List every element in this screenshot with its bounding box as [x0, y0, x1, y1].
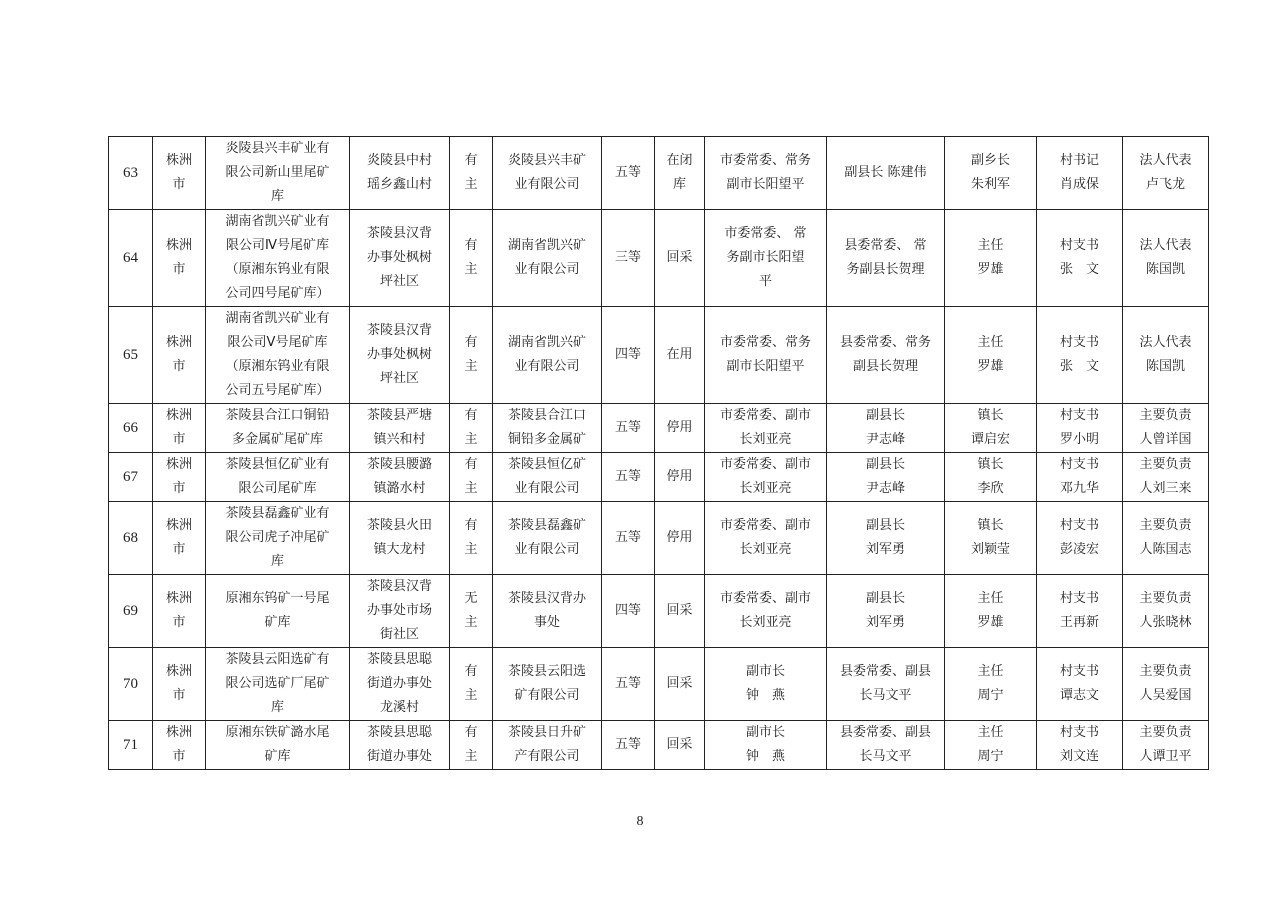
village-leader-cell: 村书记 肖成保: [1037, 137, 1123, 210]
location-cell: 炎陵县中村 瑶乡鑫山村: [350, 137, 450, 210]
county-leader-cell: 县委常委、常务 副县长贺理: [827, 307, 945, 404]
ownership-cell: 有 主: [450, 721, 493, 770]
location-cell: 茶陵县汉背 办事处市场 街社区: [350, 575, 450, 648]
ownership-cell: 有 主: [450, 307, 493, 404]
row-number-cell: 66: [109, 404, 153, 453]
enterprise-leader-cell: 主要负责 人谭卫平: [1123, 721, 1209, 770]
city-leader-cell: 市委常委、副市 长刘亚亮: [705, 404, 827, 453]
village-leader-cell: 村支书 罗小明: [1037, 404, 1123, 453]
county-leader-cell: 副县长 尹志峰: [827, 404, 945, 453]
county-leader-cell: 副县长 尹志峰: [827, 453, 945, 502]
township-leader-cell: 主任 周宁: [945, 721, 1037, 770]
township-leader-cell: 主任 周宁: [945, 648, 1037, 721]
township-leader-cell: 镇长 谭启宏: [945, 404, 1037, 453]
status-cell: 停用: [655, 404, 705, 453]
county-leader-cell: 副县长 陈建伟: [827, 137, 945, 210]
ownership-cell: 无 主: [450, 575, 493, 648]
village-leader-cell: 村支书 邓九华: [1037, 453, 1123, 502]
city-cell: 株洲 市: [153, 575, 206, 648]
city-cell: 株洲 市: [153, 137, 206, 210]
ownership-cell: 有 主: [450, 404, 493, 453]
city-leader-cell: 市委常委、副市 长刘亚亮: [705, 575, 827, 648]
location-cell: 茶陵县思聪 街道办事处: [350, 721, 450, 770]
status-cell: 回采: [655, 210, 705, 307]
table-row: [109, 307, 1209, 404]
tailings-pond-name-cell: 原湘东钨矿一号尾 矿库: [206, 575, 350, 648]
ownership-cell: 有 主: [450, 210, 493, 307]
enterprise-leader-cell: 主要负责 人吴爱国: [1123, 648, 1209, 721]
city-leader-cell: 副市长 钟 燕: [705, 721, 827, 770]
enterprise-leader-cell: 主要负责 人陈国志: [1123, 502, 1209, 575]
responsible-company-cell: 茶陵县恒亿矿 业有限公司: [493, 453, 602, 502]
city-cell: 株洲 市: [153, 453, 206, 502]
responsible-company-cell: 茶陵县汉背办 事处: [493, 575, 602, 648]
enterprise-leader-cell: 法人代表 陈国凯: [1123, 307, 1209, 404]
township-leader-cell: 主任 罗雄: [945, 307, 1037, 404]
responsible-company-cell: 湖南省凯兴矿 业有限公司: [493, 307, 602, 404]
county-leader-cell: 县委常委、 常 务副县长贺理: [827, 210, 945, 307]
responsible-company-cell: 炎陵县兴丰矿 业有限公司: [493, 137, 602, 210]
enterprise-leader-cell: 法人代表 陈国凯: [1123, 210, 1209, 307]
location-cell: 茶陵县严塘 镇兴和村: [350, 404, 450, 453]
township-leader-cell: 镇长 李欣: [945, 453, 1037, 502]
village-leader-cell: 村支书 张 文: [1037, 307, 1123, 404]
status-cell: 停用: [655, 502, 705, 575]
table-row: [109, 453, 1209, 502]
enterprise-leader-cell: 主要负责 人曾详国: [1123, 404, 1209, 453]
ownership-cell: 有 主: [450, 502, 493, 575]
tailings-pond-name-cell: 湖南省凯兴矿业有 限公司Ⅴ号尾矿库 （原湘东钨业有限 公司五号尾矿库）: [206, 307, 350, 404]
table-row: [109, 721, 1209, 770]
city-leader-cell: 市委常委、常务 副市长阳望平: [705, 137, 827, 210]
table-row: [109, 502, 1209, 575]
status-cell: 回采: [655, 721, 705, 770]
tailings-pond-name-cell: 茶陵县合江口铜铅 多金属矿尾矿库: [206, 404, 350, 453]
village-leader-cell: 村支书 谭志文: [1037, 648, 1123, 721]
row-number-cell: 67: [109, 453, 153, 502]
grade-cell: 四等: [602, 307, 655, 404]
enterprise-leader-cell: 主要负责 人张晓林: [1123, 575, 1209, 648]
tailings-pond-table: [108, 136, 1209, 770]
location-cell: 茶陵县火田 镇大龙村: [350, 502, 450, 575]
county-leader-cell: 副县长 刘军勇: [827, 575, 945, 648]
enterprise-leader-cell: 主要负责 人刘三来: [1123, 453, 1209, 502]
table-row: [109, 210, 1209, 307]
responsible-company-cell: 茶陵县磊鑫矿 业有限公司: [493, 502, 602, 575]
ownership-cell: 有 主: [450, 137, 493, 210]
grade-cell: 五等: [602, 502, 655, 575]
village-leader-cell: 村支书 彭凌宏: [1037, 502, 1123, 575]
location-cell: 茶陵县汉背 办事处枫树 坪社区: [350, 307, 450, 404]
location-cell: 茶陵县汉背 办事处枫树 坪社区: [350, 210, 450, 307]
location-cell: 茶陵县思聪 街道办事处 龙溪村: [350, 648, 450, 721]
tailings-pond-name-cell: 茶陵县云阳选矿有 限公司选矿厂尾矿 库: [206, 648, 350, 721]
responsible-company-cell: 茶陵县云阳选 矿有限公司: [493, 648, 602, 721]
grade-cell: 五等: [602, 721, 655, 770]
tailings-pond-name-cell: 湖南省凯兴矿业有 限公司Ⅳ号尾矿库 （原湘东钨业有限 公司四号尾矿库）: [206, 210, 350, 307]
row-number-cell: 71: [109, 721, 153, 770]
grade-cell: 四等: [602, 575, 655, 648]
city-leader-cell: 市委常委、 常 务副市长阳望 平: [705, 210, 827, 307]
responsible-company-cell: 湖南省凯兴矿 业有限公司: [493, 210, 602, 307]
row-number-cell: 70: [109, 648, 153, 721]
township-leader-cell: 副乡长 朱利军: [945, 137, 1037, 210]
responsible-company-cell: 茶陵县日升矿 产有限公司: [493, 721, 602, 770]
city-cell: 株洲 市: [153, 648, 206, 721]
township-leader-cell: 镇长 刘颖莹: [945, 502, 1037, 575]
responsible-company-cell: 茶陵县合江口 铜铅多金属矿: [493, 404, 602, 453]
grade-cell: 五等: [602, 137, 655, 210]
grade-cell: 五等: [602, 453, 655, 502]
row-number-cell: 63: [109, 137, 153, 210]
county-leader-cell: 副县长 刘军勇: [827, 502, 945, 575]
tailings-pond-name-cell: 原湘东铁矿潞水尾 矿库: [206, 721, 350, 770]
ownership-cell: 有 主: [450, 453, 493, 502]
city-cell: 株洲 市: [153, 210, 206, 307]
village-leader-cell: 村支书 刘文连: [1037, 721, 1123, 770]
table-row: [109, 648, 1209, 721]
tailings-pond-name-cell: 茶陵县磊鑫矿业有 限公司虎子冲尾矿 库: [206, 502, 350, 575]
page-number: 8: [636, 814, 644, 829]
county-leader-cell: 县委常委、副县 长马文平: [827, 648, 945, 721]
table-row: [109, 404, 1209, 453]
city-leader-cell: 副市长 钟 燕: [705, 648, 827, 721]
city-cell: 株洲 市: [153, 404, 206, 453]
row-number-cell: 69: [109, 575, 153, 648]
city-cell: 株洲 市: [153, 307, 206, 404]
township-leader-cell: 主任 罗雄: [945, 210, 1037, 307]
tailings-pond-name-cell: 炎陵县兴丰矿业有 限公司新山里尾矿 库: [206, 137, 350, 210]
county-leader-cell: 县委常委、副县 长马文平: [827, 721, 945, 770]
table-row: [109, 575, 1209, 648]
location-cell: 茶陵县腰潞 镇潞水村: [350, 453, 450, 502]
grade-cell: 三等: [602, 210, 655, 307]
grade-cell: 五等: [602, 648, 655, 721]
status-cell: 在用: [655, 307, 705, 404]
row-number-cell: 64: [109, 210, 153, 307]
city-cell: 株洲 市: [153, 721, 206, 770]
ownership-cell: 有 主: [450, 648, 493, 721]
city-cell: 株洲 市: [153, 502, 206, 575]
tailings-pond-name-cell: 茶陵县恒亿矿业有 限公司尾矿库: [206, 453, 350, 502]
status-cell: 停用: [655, 453, 705, 502]
township-leader-cell: 主任 罗雄: [945, 575, 1037, 648]
city-leader-cell: 市委常委、副市 长刘亚亮: [705, 502, 827, 575]
enterprise-leader-cell: 法人代表 卢飞龙: [1123, 137, 1209, 210]
row-number-cell: 65: [109, 307, 153, 404]
village-leader-cell: 村支书 张 文: [1037, 210, 1123, 307]
status-cell: 在闭 库: [655, 137, 705, 210]
status-cell: 回采: [655, 575, 705, 648]
village-leader-cell: 村支书 王再新: [1037, 575, 1123, 648]
grade-cell: 五等: [602, 404, 655, 453]
table-row: [109, 137, 1209, 210]
city-leader-cell: 市委常委、副市 长刘亚亮: [705, 453, 827, 502]
status-cell: 回采: [655, 648, 705, 721]
city-leader-cell: 市委常委、常务 副市长阳望平: [705, 307, 827, 404]
row-number-cell: 68: [109, 502, 153, 575]
